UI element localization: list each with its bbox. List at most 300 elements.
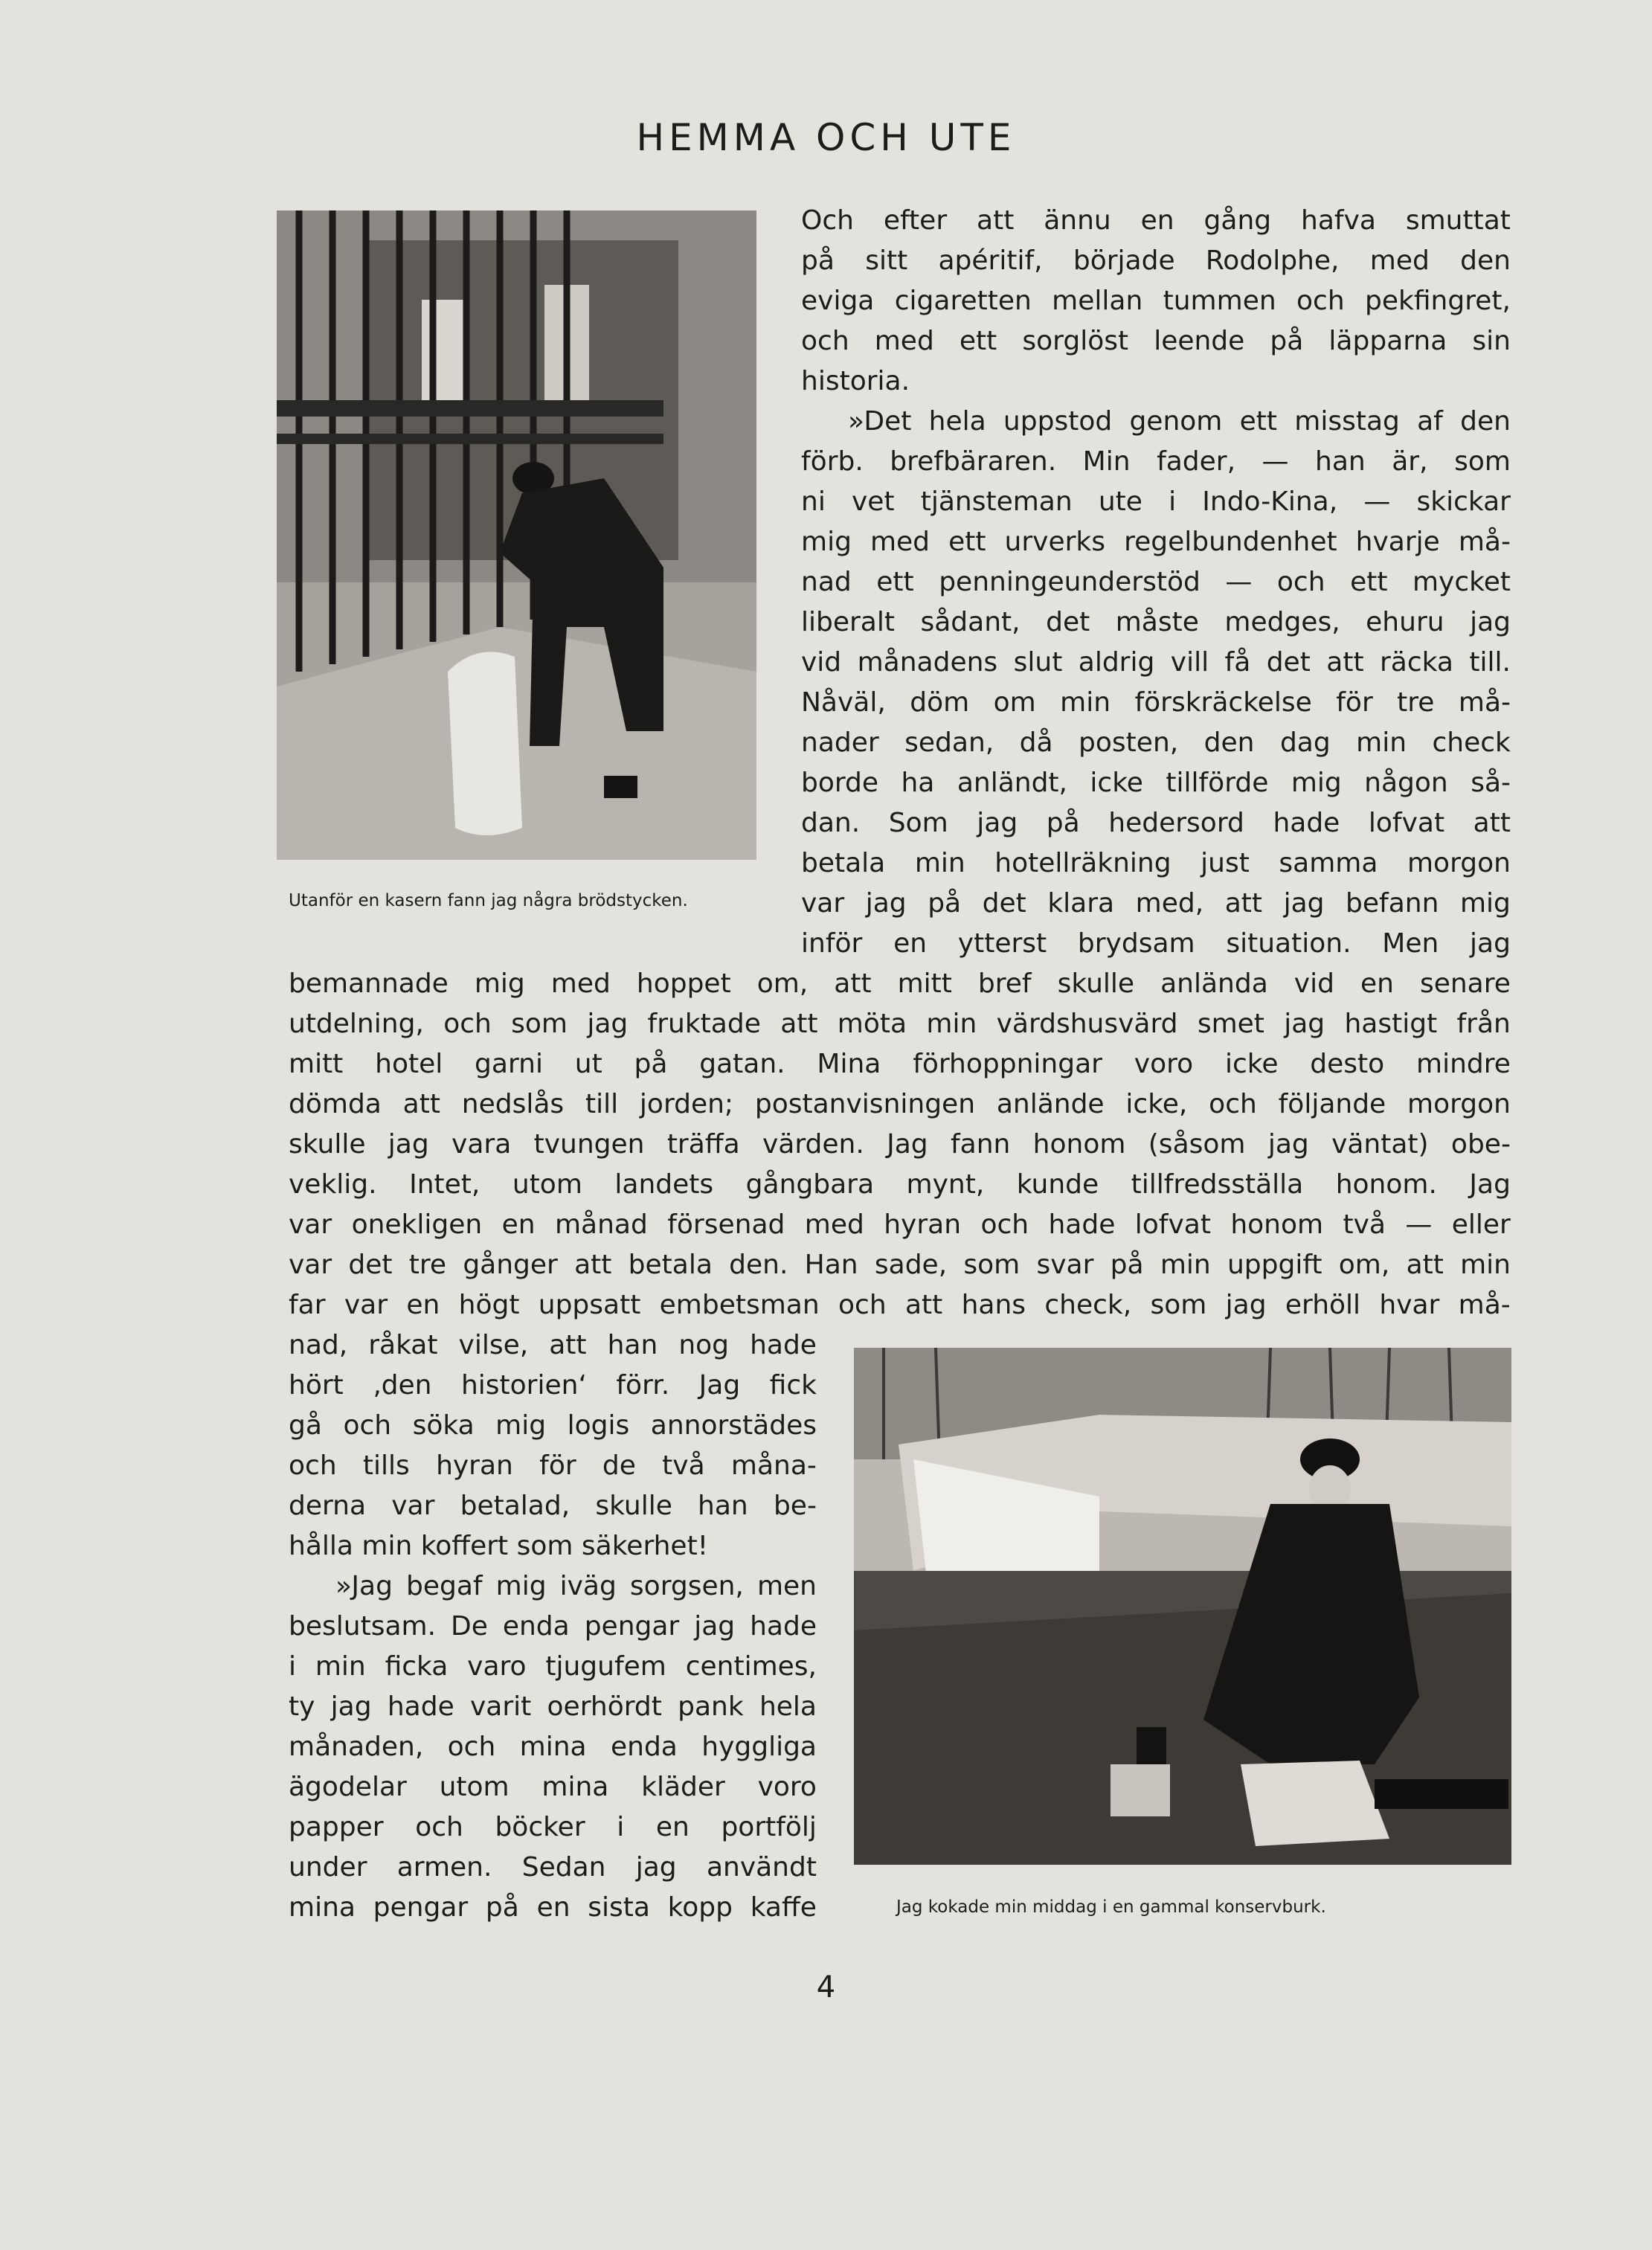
word: fader, [1157,446,1236,477]
word: ha [901,768,935,798]
word: som [1454,446,1511,477]
word: två [662,1450,705,1481]
word: förhoppningar [913,1049,1102,1079]
word: vid [1293,968,1334,999]
word: en [406,1290,440,1320]
word: pekfingret, [1365,286,1511,316]
word: mina [519,1732,587,1762]
word: nedslås [461,1089,565,1119]
word: postanvisningen [754,1089,976,1119]
word: att [1406,1250,1444,1280]
word: kunde [1016,1169,1099,1200]
word: uppgift [1227,1250,1322,1280]
word: sådant, [920,607,1021,637]
body-line: var jag på det klara med, att jag befann mig [801,884,1511,924]
word: med [874,326,934,356]
body-line: Och efter att ännu en gång hafva smuttat [801,201,1511,241]
word: min [1356,727,1407,758]
word: efter [883,205,948,236]
word: just [1201,848,1250,878]
word: icke [1090,768,1143,798]
body-line: hålla min koffert som säkerhet! [289,1531,709,1561]
word: jag [1267,1129,1309,1160]
word: hotellräkning [994,848,1171,878]
word: min [1460,1250,1511,1280]
word: sista [588,1892,650,1923]
word: Jag [698,1370,741,1401]
body-line: bemannade mig med hoppet om, att mitt bref skulle anlända vid en senare [289,964,1511,1004]
word: aldrig [1078,647,1155,678]
word: Min [1082,446,1131,477]
word: uppsatt [538,1290,641,1320]
word: voro [757,1772,817,1802]
word: värdshusvärd [996,1009,1178,1039]
word: betala [628,1250,713,1280]
word: och [343,1410,392,1441]
body-line: dömda att nedslås till jorden; postanvisningen anlände icke, och följande morgon [289,1084,1511,1125]
word: kaffe [750,1892,817,1923]
word: började [1073,245,1175,276]
word: då [1019,727,1053,758]
word: det [982,888,1026,919]
word: gånger [463,1250,558,1280]
word: på [1046,808,1080,838]
word: oerhördt [547,1691,662,1722]
word: ett [959,326,997,356]
word: sade, [874,1250,948,1280]
word: med [1369,245,1430,276]
word: följande [1278,1089,1386,1119]
word: måna- [730,1450,817,1481]
body-line: historia. [801,366,910,396]
body-line: mitt hotel garni ut på gatan. Mina förhoppningar voro icke desto mindre [289,1044,1511,1084]
body-line: ägodelar utom mina kläder voro [289,1767,817,1807]
word: vill [1170,647,1209,678]
word: för [539,1450,576,1481]
word: brydsam [1077,928,1195,959]
body-line: på sitt apéritif, började Rodolphe, med den [801,241,1511,281]
word: en [501,1209,536,1240]
word: så- [1471,768,1511,798]
word: De [451,1611,488,1642]
word: må- [1458,527,1511,557]
body-line: mina pengar på en sista kopp kaffe [289,1888,817,1928]
word: sitt [865,245,908,276]
body-line: i min ficka varo tjugufem centimes, [289,1647,817,1687]
word: få [1224,647,1251,678]
word: det [348,1250,393,1280]
body-line: derna var betalad, skulle han be- [289,1486,817,1526]
word: vara [451,1129,512,1160]
word: mitt [897,968,952,999]
word: att [780,1009,818,1039]
word: jag [587,1009,629,1039]
word: räcka [1380,647,1453,678]
word: en [536,1892,571,1923]
word: svar [1036,1250,1094,1280]
photo-man-at-gate [277,210,756,860]
word: vet [851,486,895,517]
word: han [607,1330,658,1360]
word: möta [837,1009,907,1039]
word: att [977,205,1015,236]
word: dag [1279,727,1331,758]
word: hafva [1301,205,1376,236]
word: kopp [667,1892,733,1923]
word: och [838,1290,887,1320]
word: senare [1419,968,1511,999]
word: i [1169,486,1177,517]
word: hotel [375,1049,443,1079]
word: Han [804,1250,858,1280]
word: den. [729,1250,788,1280]
word: min [315,1651,366,1682]
word: min [1160,1250,1211,1280]
word: enda [610,1732,678,1762]
word: centimes, [685,1651,817,1682]
body-line: nad, råkat vilse, att han nog hade [289,1325,817,1366]
word: medges, [1224,607,1340,637]
word: min [914,848,965,878]
word: hvarje [1355,527,1440,557]
top-photo-caption: Utanför en kasern fann jag några brödstycken. [289,891,688,910]
word: råkat [368,1330,438,1360]
word: måste [1115,607,1199,637]
word: från [1456,1009,1511,1039]
body-line: Nåväl, döm om min förskräckelse för tre må- [801,683,1511,723]
word: jag [1225,1290,1267,1320]
word: jorden; [639,1089,734,1119]
word: mig [1291,768,1342,798]
word: hastigt [1344,1009,1438,1039]
word: hade [750,1611,817,1642]
word: förr. [616,1370,670,1401]
word: ännu [1044,205,1111,236]
word: de [602,1450,636,1481]
word: varo [467,1651,527,1682]
word: med [804,1209,864,1240]
word: situation. [1226,928,1352,959]
word: check [1432,727,1511,758]
word: cigaretten [894,286,1032,316]
word: på [1270,326,1304,356]
word: Indo-Kina, [1202,486,1338,517]
word: utom [439,1772,510,1802]
word: var [391,1491,435,1521]
word: Men [1382,928,1439,959]
word: anlända [1160,968,1268,999]
word: — [1405,1209,1433,1240]
word: erhöll [1285,1290,1361,1320]
word: ett [1239,406,1278,437]
word: kläder [641,1772,725,1802]
body-line: vid månadens slut aldrig vill få det att räcka till. [801,643,1511,683]
body-line: och med ett sorglöst leende på läpparna sin [801,321,1511,361]
word: var [344,1290,388,1320]
word: att [1224,888,1263,919]
word: månadens [857,647,998,678]
word: fick [769,1370,817,1401]
word: befann [1346,888,1439,919]
word: Sedan [521,1852,606,1883]
page-number: 4 [816,1970,836,2005]
word: skulle [1057,968,1135,999]
word: icke, [1125,1089,1188,1119]
word: enda [502,1611,570,1642]
word: desto [1310,1049,1385,1079]
word: pengar [373,1892,469,1923]
body-line: nader sedan, då posten, den dag min check [801,723,1511,763]
word: den [1460,406,1511,437]
word: jag [635,1852,677,1883]
word: ute [1098,486,1142,517]
word: jag [1470,928,1511,959]
word: tvungen [533,1129,645,1160]
word: hade [750,1330,817,1360]
word: hade [387,1691,454,1722]
word: på [485,1892,519,1923]
word: om, [756,968,809,999]
word: hyggliga [701,1732,817,1762]
word: portfölj [721,1812,817,1842]
word: och [980,1209,1029,1240]
word: att [402,1089,440,1119]
word: på [634,1049,668,1079]
word: jag [1284,1009,1325,1039]
word: böcker [495,1812,585,1842]
word: smet [1197,1009,1264,1039]
word: en [1140,205,1174,236]
word: Som [888,808,948,838]
word: honom. [1335,1169,1437,1200]
word: anländt, [957,768,1067,798]
word: mig [474,968,525,999]
word: månad [554,1209,648,1240]
word: två [1343,1209,1386,1240]
word: morgon [1407,848,1511,878]
word: lofvat [1368,808,1445,838]
word: söka [412,1410,475,1441]
word: utom [512,1169,582,1200]
word: — [1225,567,1253,597]
word: att [904,1290,943,1320]
word: på [1110,1250,1144,1280]
word: med, [1135,888,1204,919]
word: Mina [817,1049,881,1079]
word: tjugufem [545,1651,666,1682]
word: den [1460,245,1511,276]
word: — [1363,486,1391,517]
word: med [550,968,611,999]
body-line: betala min hotellräkning just samma morgon [801,843,1511,884]
word: en [655,1812,690,1842]
word: och [443,1009,492,1039]
word: den [1203,727,1255,758]
body-line: far var en högt uppsatt embetsman och att hans check, som jag erhöll hvar må- [289,1285,1511,1325]
word: fann [950,1129,1011,1160]
bottom-photo-caption: Jag kokade min middag i en gammal konservburk. [896,1897,1326,1917]
word: att [834,968,872,999]
word: för [1336,687,1373,718]
word: tills [362,1450,410,1481]
word: smuttat [1405,205,1511,236]
word: check, [1044,1290,1132,1320]
word: sorglöst [1022,326,1129,356]
word: penningeunderstöd [939,567,1201,597]
word: mellan [1052,286,1143,316]
word: och [447,1732,496,1762]
word: jag [977,808,1018,838]
word: min [1060,687,1111,718]
body-line: och tills hyran för de två måna- [289,1446,817,1486]
word: och [1276,567,1325,597]
word: högt [458,1290,520,1320]
word: att [1473,808,1511,838]
word: be- [773,1491,817,1521]
word: hade [1048,1209,1116,1240]
word: väntat) [1331,1129,1429,1160]
word: Jag [887,1129,928,1160]
body-line: mig med ett urverks regelbundenhet hvarje må- [801,522,1511,562]
word: bref [977,968,1032,999]
page-header: HEMMA OCH UTE [636,116,1016,159]
word: hvar [1379,1290,1440,1320]
word: hans [961,1290,1026,1320]
word: mindre [1416,1049,1511,1079]
body-line: skulle jag vara tvungen träffa värden. Jag fann honom (såsom jag väntat) obe- [289,1125,1511,1165]
word: en [893,928,928,959]
word: armen. [396,1852,492,1883]
word: sedan, [904,727,994,758]
word: förskräckelse [1134,687,1312,718]
word: att [574,1250,612,1280]
word: tillförde [1166,768,1269,798]
body-line: liberalt sådant, det måste medges, ehuru jag [801,602,1511,643]
body-line: veklig. Intet, utom landets gångbara mynt, kunde tillfredsställa honom. Jag [289,1165,1511,1205]
body-line: inför en ytterst brydsam situation. Men jag [801,924,1511,964]
word: tummen [1163,286,1276,316]
body-line: beslutsam. De enda pengar jag hade [289,1607,817,1647]
word: tjänsteman [920,486,1073,517]
word: hela [759,1691,817,1722]
word: värden. [762,1129,864,1160]
word: ett [948,527,986,557]
word: (såsom [1148,1129,1246,1160]
word: och [1296,286,1345,316]
body-line: var onekligen en månad försenad med hyran och hade lofvat honom två — eller [289,1205,1511,1245]
word: honom [1230,1209,1324,1240]
body-line: »Jag begaf mig iväg sorgsen, men [335,1566,817,1607]
word: brefbäraren. [890,446,1057,477]
word: min [926,1009,977,1039]
word: om, [1338,1250,1390,1280]
word: varit [469,1691,532,1722]
word: men [756,1571,817,1601]
word: mycket [1412,567,1511,597]
word: med [870,527,931,557]
word: jag [388,1129,429,1160]
word: onekligen [351,1209,483,1240]
word: jag [865,888,907,919]
word: som [511,1009,568,1039]
body-line: dan. Som jag på hedersord hade lofvat att [801,803,1511,843]
word: iväg [559,1571,617,1601]
word: tre [1397,687,1435,718]
word: nog [678,1330,730,1360]
word: genom [1129,406,1223,437]
word: sorgsen, [629,1571,744,1601]
word: hedersord [1108,808,1244,838]
word: logis [567,1410,630,1441]
word: gång [1203,205,1272,236]
word: en [1360,968,1394,999]
word: att [1326,647,1364,678]
word: jag [1470,607,1511,637]
word: Rodolphe, [1205,245,1340,276]
body-line: ni vet tjänsteman ute i Indo-Kina, — skickar [801,482,1511,522]
word: är, [1392,446,1428,477]
word: apéritif, [938,245,1043,276]
word: ett [1350,567,1388,597]
body-line: borde ha anländt, icke tillförde mig någon så- [801,763,1511,803]
word: eller [1451,1209,1511,1240]
word: skickar [1416,486,1511,517]
word: klara [1047,888,1115,919]
body-line: papper och böcker i en portfölj [289,1807,817,1848]
word: sin [1472,326,1511,356]
word: betalad, [460,1491,571,1521]
word: hoppet [636,968,731,999]
word: till [585,1089,619,1119]
word: träffa [666,1129,740,1160]
word: misstag [1294,406,1400,437]
word: mig [495,1571,547,1601]
word: som [963,1250,1021,1280]
word: jag [694,1611,736,1642]
word: det [1046,607,1090,637]
word: pank [678,1691,744,1722]
word: ett [876,567,914,597]
word: till. [1469,647,1511,678]
body-line: månaden, och mina enda hyggliga [289,1727,817,1767]
word: posten, [1079,727,1179,758]
word: han [698,1491,748,1521]
word: i [617,1812,625,1842]
word: om [993,687,1036,718]
body-line: förb. brefbäraren. Min fader, — han är, som [801,442,1511,482]
photo-man-eating [854,1348,1511,1865]
word: landets [614,1169,714,1200]
word: annorstädes [650,1410,817,1441]
word: skulle [595,1491,672,1521]
word: slut [1013,647,1063,678]
word: tre [408,1250,447,1280]
word: som [1150,1290,1207,1320]
word: på [928,888,962,919]
word: försenad [667,1209,785,1240]
word: af [1417,406,1443,437]
word: hyran [884,1209,962,1240]
word: uppstod [1003,406,1113,437]
body-line: nad ett penningeunderstöd — och ett mycket [801,562,1511,602]
word: vilse, [458,1330,529,1360]
word: och [415,1812,463,1842]
word: jag [1283,888,1325,919]
word: fruktade [647,1009,761,1039]
word: mig [1459,888,1511,919]
word: ficka [385,1651,449,1682]
word: Jag [1469,1169,1511,1200]
